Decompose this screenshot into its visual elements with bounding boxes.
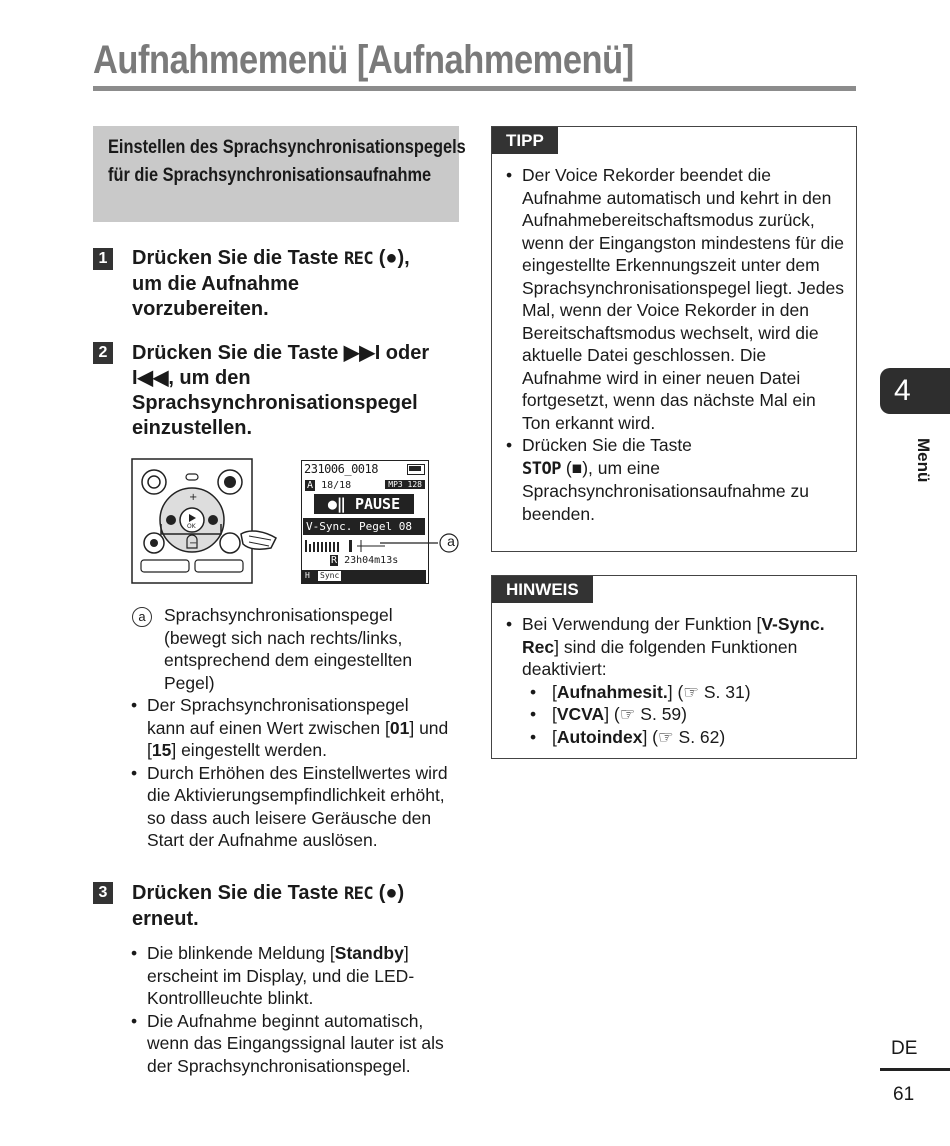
- list-item: • Der Sprachsynchronisationspegel kann auf einen Wert zwischen [01] und [15] eingestellt werden.: [131, 694, 451, 762]
- svg-text:−: −: [189, 538, 198, 549]
- vsync-icon: H: [305, 571, 310, 580]
- battery-icon: [407, 464, 425, 475]
- device-buttons-illustration: [131, 458, 281, 586]
- hinweis-list: [506, 613, 846, 748]
- callout-a-marker: a: [132, 607, 152, 627]
- chapter-tab: 4: [880, 368, 950, 414]
- stop-key: STOP: [522, 458, 561, 479]
- display-sync-label: Sync: [320, 571, 340, 580]
- list-item: • Die blinkende Meldung [Standby] erscheint im Display, und die LED-Kontrollleuchte blinkt.: [131, 942, 451, 1010]
- step-1-number: 1: [93, 248, 113, 270]
- step-3-number: 3: [93, 882, 113, 904]
- step-2-notes: [131, 694, 451, 852]
- rec-key: REC: [343, 884, 374, 904]
- list-item: • Durch Erhöhen des Einstellwertes wird die Aktivierungsempfindlichkeit erhöht, so dass auch leisere Geräusche den Start der Aufnahme auslösen.: [131, 762, 451, 852]
- list-item: • Drücken Sie die Taste STOP (■), um eine Sprachsynchronisationsaufnahme zu beenden.: [506, 434, 846, 525]
- recorder-display: [301, 460, 429, 584]
- section-heading: Einstellen des Sprachsynchronisationspegels für die Sprachsynchronisationsaufnahme: [108, 136, 466, 186]
- step-3-text: Drücken Sie die Taste REC (●) erneut.: [132, 882, 405, 930]
- disabled-functions-list: [522, 681, 846, 749]
- display-remaining: R 23h04m13s: [331, 555, 399, 566]
- list-item: • Bei Verwendung der Funktion [V-Sync. Rec] sind die folgenden Funktionen deaktiviert: • [Aufnahmesit.] (☞ S. 31) • [VCVA] (☞ S. 59) • [Autoindex] (☞ S. 62): [506, 613, 846, 748]
- chapter-label: Menü: [914, 438, 933, 483]
- list-item: • Die Aufnahme beginnt automatisch, wenn das Eingangssignal lauter ist als der Sprachsynchronisationspegel.: [131, 1010, 451, 1078]
- section-heading-box: [93, 126, 466, 222]
- svg-text:+: +: [189, 492, 198, 503]
- remain-icon: R: [331, 555, 338, 566]
- page-number: 61: [893, 1084, 915, 1105]
- list-item: • Der Voice Rekorder beendet die Aufnahme automatisch und kehrt in den Aufnahmebereitschaftsmodus zurück, wenn der Eingangston mindestens für die eingestellte Erkennungszeit unter dem Sprachsynchronisationspegel liegt. Jedes Mal, wenn der Voice Rekorder in den Bereitschaftsmodus wechselt, wird die aktuelle Datei geschlossen. Die Aufnahme wird in einer neuen Datei fortgesetzt, wenn das nächste Mal ein Ton erkannt wird.: [506, 164, 846, 434]
- rec-key: REC: [343, 249, 374, 269]
- folder-icon: A: [307, 480, 314, 491]
- step-2-number: 2: [93, 342, 113, 364]
- hinweis-box: [491, 575, 857, 759]
- step-3-notes: [131, 942, 451, 1077]
- display-filename: 231006_0018: [304, 462, 378, 476]
- display-format: MP3 128: [385, 480, 425, 489]
- list-item: • [Aufnahmesit.] (☞ S. 31): [522, 681, 846, 704]
- tipp-list: [506, 164, 846, 525]
- title-underline: [93, 86, 856, 91]
- hinweis-label: HINWEIS: [492, 576, 593, 603]
- display-pause-banner: ●‖ PAUSE: [314, 494, 414, 514]
- language-code: DE: [891, 1038, 918, 1059]
- display-counter: A 18/18: [307, 480, 352, 491]
- display-vsync: V-Sync. Pegel 08: [303, 518, 425, 535]
- page-title: Aufnahmemenü [Aufnahmemenü]: [93, 38, 634, 82]
- step-1-text: Drücken Sie die Taste REC (●), um die Aufnahme vorzubereiten.: [132, 247, 410, 320]
- tipp-label: TIPP: [492, 127, 558, 154]
- svg-text:OK: OK: [187, 523, 196, 530]
- list-item: • [VCVA] (☞ S. 59): [522, 703, 846, 726]
- tipp-box: [491, 126, 857, 552]
- step-2-text: Drücken Sie die Taste ▶▶I oder I◀◀, um den Sprachsynchronisationspegel einzustellen.: [132, 342, 430, 439]
- callout-marker: a: [447, 533, 455, 549]
- level-meter-icon: [305, 538, 385, 554]
- page-number-rule: [880, 1068, 950, 1071]
- display-statusbar: [302, 570, 426, 583]
- list-item: • [Autoindex] (☞ S. 62): [522, 726, 846, 749]
- pause-icon: ●‖: [327, 495, 355, 513]
- callout-a-text: a Sprachsynchronisationspegel (bewegt sich nach rechts/links, entsprechend dem eingestellten Pegel): [132, 604, 452, 694]
